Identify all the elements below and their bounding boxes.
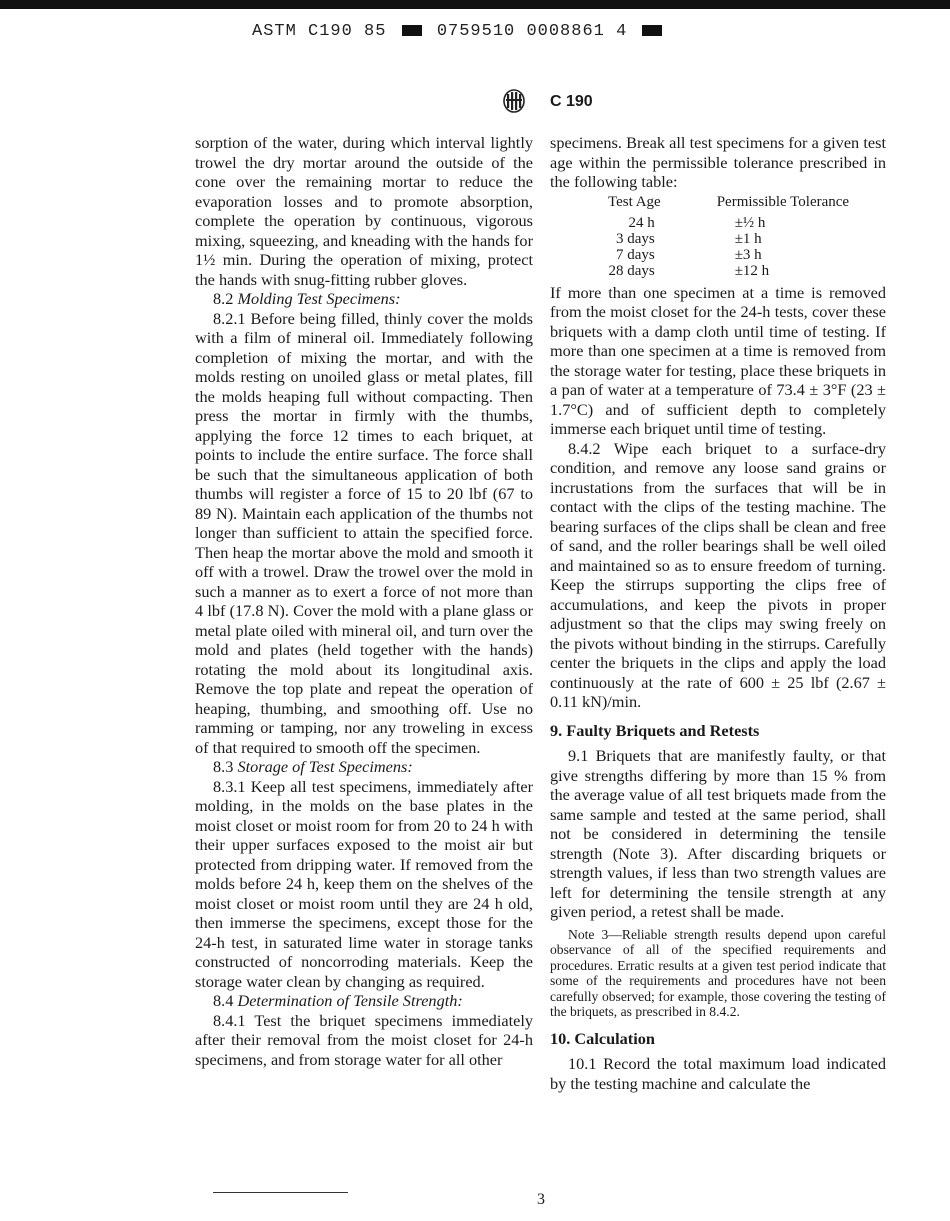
table-row: [608, 215, 849, 231]
table-cell-age: 24 h: [628, 214, 655, 231]
document-header: [252, 22, 666, 41]
paragraph-8-4-2: 8.4.2 Wipe each briquet to a surface-dry condition, and remove any loose sand grains or incrustations from the surfaces that will be in contact with the clips of the testing machine. The bearing surfaces of the clips shall be clean and free of sand, and the roller bearings shall be well oiled and maintained so as to ensure freedom of turning. Keep the stirrups supporting the clips free of accumulations, and keep the pivots in proper adjustment so that the clips may swing freely on the pivots without binding in the stirrups. Carefully center the briquets in the clips and apply the load continuously at the rate of 600 ± 25 lbf (2.67 ± 0.11 kN)/min.: [550, 438, 886, 711]
table-row: [608, 263, 849, 279]
table-header-row: [608, 194, 849, 215]
section-8-4-heading: [195, 991, 533, 1011]
section-9-title: 9. Faulty Briquets and Retests: [550, 720, 760, 740]
table-cell-tolerance: ±3 h: [734, 246, 762, 263]
section-8-3-heading: [195, 757, 533, 777]
section-8-2-heading: [195, 289, 533, 309]
section-8-2-number: 8.2: [213, 289, 234, 308]
note-3: Note 3—Reliable strength results depend upon careful observance of all of the specified requirements and procedures. Erratic results at a given test period indicate that some of the requirements and procedures have not been carefully observed; for example, those covering the testing of the briquets, as prescribed in 8.4.2.: [550, 926, 886, 1019]
section-8-4-number: 8.4: [213, 991, 234, 1010]
table-header-test-age: Test Age: [608, 193, 661, 210]
paragraph-8-2-1: 8.2.1 Before being filled, thinly cover the molds with a film of mineral oil. Immediately following completion of mixing the mortar, and with the molds resting on unoiled glass or metal plates, fill the molds heaping full without compacting. Then press the mortar in firmly with the thumbs, applying the force 12 times to each briquet, at points to include the entire surface. The force shall be such that the simultaneous application of both thumbs will register a force of 15 to 20 lbf (67 to 89 N). Maintain each application of the thumbs not longer than sufficient to attain the specified force. Then heap the mortar above the mold and smooth it off with a trowel. Draw the trowel over the mold in such a manner as to exert a force of not more than 4 lbf (17.8 N). Cover the mold with a plane glass or metal plate oiled with mineral oil, and turn over the mold and plates (held together with the hands) rotating the mold about its longitudinal axis. Remove the top plate and repeat the operation of heaping, thumbing, and smoothing off. Use no ramming or tamping, nor any troweling in excess of that required to smooth off the specimen.: [195, 308, 533, 757]
paragraph-moist-closet: If more than one specimen at a time is removed from the moist closet for the 24-h tests, cover these briquets with a damp cloth until time of testing. If more than one specimen at a time is removed from the storage water for testing, place these briquets in a pan of water at a temperature of 73.4 ± 3°F (23 ± 1.7°C) and of sufficient depth to completely immerse each briquet until time of testing.: [550, 282, 886, 438]
table-row: [608, 247, 849, 263]
header-code: ASTM C190 85: [252, 22, 387, 41]
table-cell-age: 3 days: [615, 230, 655, 247]
header-block-mark-end: [642, 25, 662, 36]
paragraph-8-4-1: 8.4.1 Test the briquet specimens immediately after their removal from the moist closet for 24-h specimens, and from storage water for all other: [195, 1010, 533, 1069]
paragraph-continued: sorption of the water, during which interval lightly trowel the dry mortar around the outside of the cone over the remaining mortar to reduce the evaporation losses and to promote absorption, complete the operation by continuous, vigorous mixing, squeezing, and kneading with the hands for 1½ min. During the operation of mixing, protect the hands with snug-fitting rubber gloves.: [195, 133, 533, 289]
tolerance-table: [608, 194, 849, 279]
paragraph-8-3-1: 8.3.1 Keep all test specimens, immediately after molding, in the molds on the base plates in the moist closet or moist room for from 20 to 24 h with their upper surfaces exposed to the moist air but protected from dripping water. If removed from the molds before 24 h, keep them on the shelves of the moist closet or moist room until they are 24 h old, then immerse the specimens, except those for the 24-h test, in saturated lime water in storage tanks constructed of noncorroding materials. Keep the storage water clean by changing as required.: [195, 776, 533, 991]
header-block-mark: [402, 25, 422, 36]
paragraph-10-1: 10.1 Record the total maximum load indicated by the testing machine and calculate the: [550, 1054, 886, 1093]
section-8-3-title: Storage of Test Specimens:: [237, 757, 413, 776]
table-cell-tolerance: ±12 h: [734, 262, 770, 279]
section-8-2-title: Molding Test Specimens:: [237, 289, 401, 308]
header-number-3: 4: [616, 22, 628, 41]
table-cell-tolerance: ±1 h: [734, 230, 762, 247]
table-cell-age: 28 days: [608, 262, 655, 279]
section-8-3-number: 8.3: [213, 757, 234, 776]
section-8-4-title: Determination of Tensile Strength:: [237, 991, 463, 1010]
table-row: [608, 231, 849, 247]
astm-logo-icon: [503, 89, 525, 113]
table-header-tolerance: Permissible Tolerance: [716, 193, 850, 210]
footnote-rule: [213, 1192, 348, 1193]
section-10-title: 10. Calculation: [550, 1028, 655, 1048]
top-scan-bar: [0, 0, 950, 9]
header-number-2: 0008861: [526, 22, 605, 41]
table-cell-tolerance: ±½ h: [734, 214, 766, 231]
standard-number: C 190: [550, 93, 593, 110]
right-column: [550, 133, 886, 1093]
paragraph-9-1: 9.1 Briquets that are manifestly faulty, or that give strengths differing by more than 15 % from the average value of all test briquets made from the same sample and tested at the same period, shall not be considered in determining the tensile strength (Note 3). After discarding briquets or strength values, if less than two strength values are left for determining the tensile strength at any given period, a retest shall be made.: [550, 746, 886, 921]
header-number-1: 0759510: [436, 22, 516, 41]
page-number: 3: [537, 1191, 545, 1208]
table-cell-age: 7 days: [615, 246, 655, 263]
paragraph-specimens: specimens. Break all test specimens for a given test age within the permissible tolerance prescribed in the following table:: [550, 133, 886, 191]
left-column: [195, 133, 533, 1069]
